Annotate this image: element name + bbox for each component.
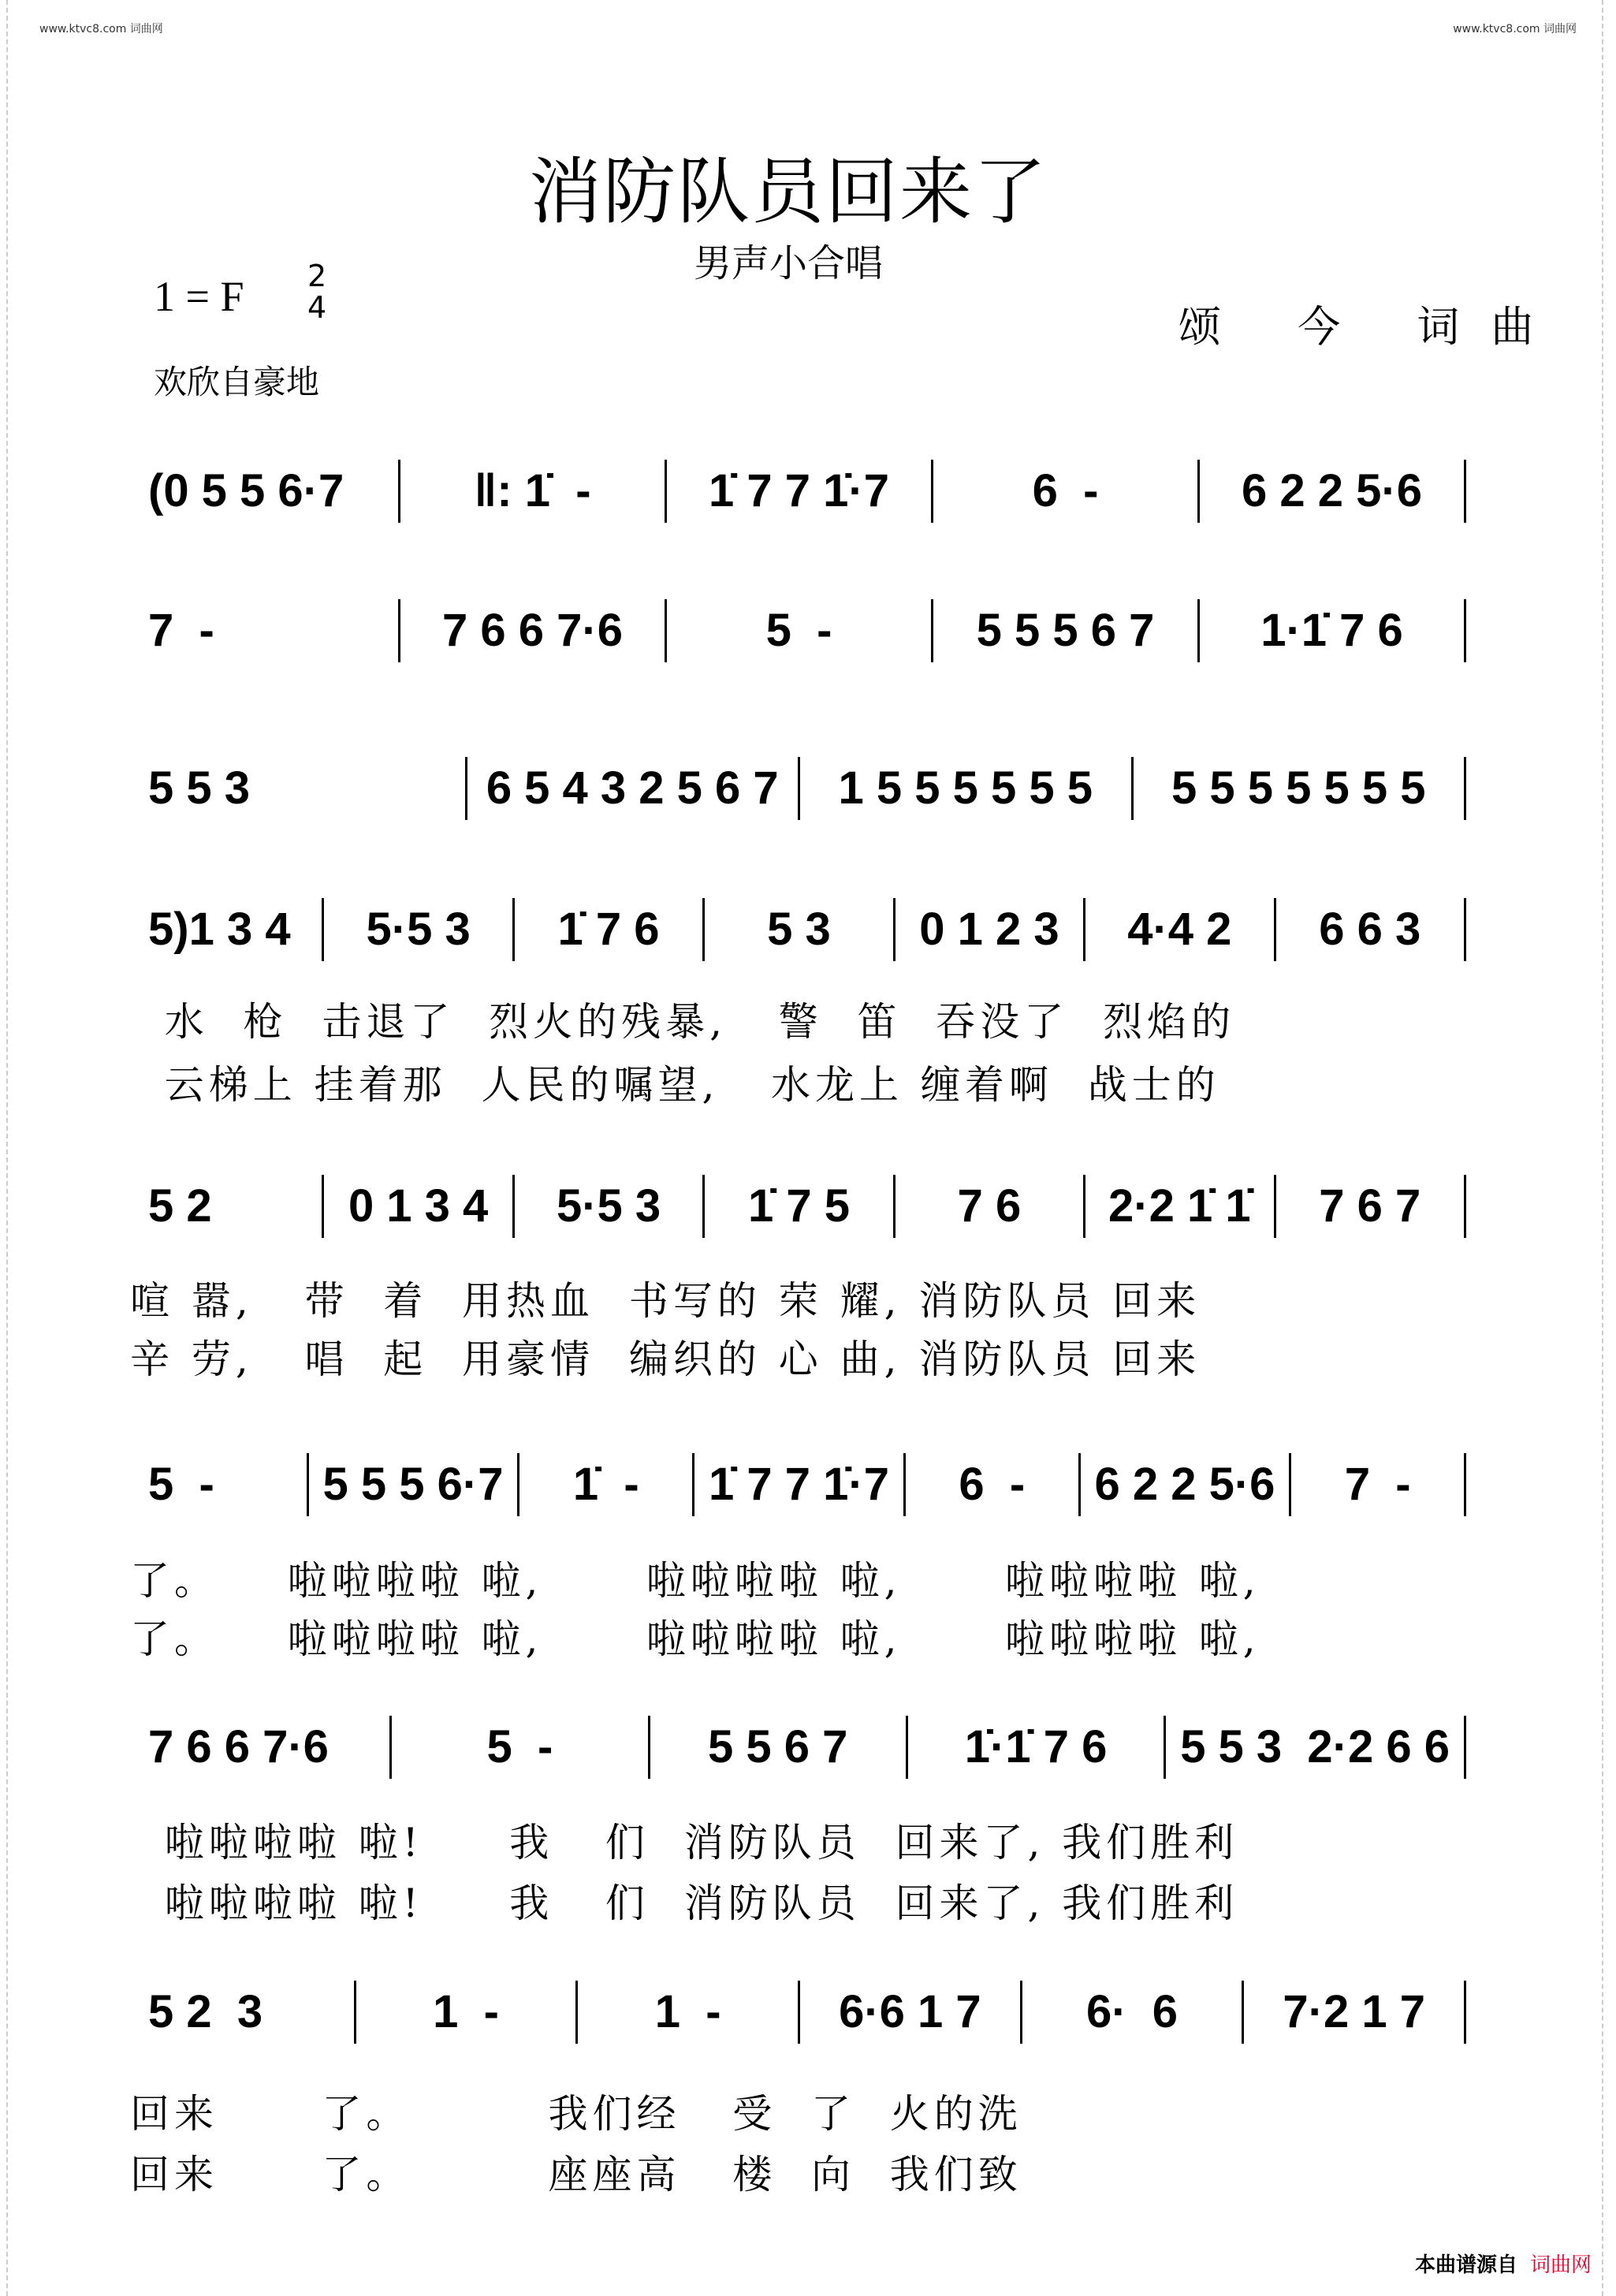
footer-brand: 词曲网 [1530, 2253, 1592, 2277]
measure: 5 5 3 2·2 6 6 [1166, 1716, 1466, 1779]
measure: 5 5 5 6 7 [933, 599, 1200, 662]
measure: 6·6 1 7 [800, 1981, 1022, 2044]
measure: 1 5 5 5 5 5 5 [800, 757, 1134, 820]
lyric-line: 啦啦啦啦 啦! 我 们 消防队员 回来了, 我们胜利 [130, 1820, 1239, 1866]
lyric-line: 回来 了。 我们经 受 了 火的洗 [130, 2091, 1022, 2137]
measure: 1 - [578, 1981, 800, 2044]
song-title: 消防队员回来了 [528, 150, 1048, 234]
measure: 7·2 1 7 [1244, 1981, 1466, 2044]
key-signature: 1 = F [154, 273, 244, 320]
measure: 6 2 2 5·6 [1081, 1453, 1292, 1516]
meter-bottom: 4 [307, 290, 327, 325]
measure: 6 - [906, 1453, 1081, 1516]
score-row [134, 1981, 1466, 2044]
lyric-line: 辛 劳, 唱 起 用豪情 编织的 心 曲, 消防队员 回来 [130, 1336, 1201, 1382]
measure: 6 2 2 5·6 [1200, 460, 1466, 523]
left-margin-border [6, 0, 8, 2296]
measure: 5 5 5 6·7 [309, 1453, 520, 1516]
score-row [134, 599, 1466, 662]
measure: 1̇ 7 5 [705, 1175, 895, 1238]
author-credit: 颂 今 词曲 [1178, 302, 1566, 352]
measure: 5 - [392, 1716, 650, 1779]
measure: 5·5 3 [324, 898, 514, 961]
measure: 5 2 [134, 1175, 324, 1238]
time-signature [307, 260, 326, 323]
measure: 5 2 3 [134, 1981, 356, 2044]
measure: 0 1 2 3 [896, 898, 1085, 961]
measure: 7 6 6 7·6 [400, 599, 667, 662]
lyric-line: 云梯上 挂着那 人民的嘱望, 水龙上 缠着啊 战士的 [130, 1062, 1220, 1108]
score-row [134, 757, 1466, 820]
measure: 1̇ 7 7 1̇·7 [694, 1453, 906, 1516]
measure: 6 - [933, 460, 1200, 523]
score-row [134, 1716, 1466, 1779]
measure: (0 5 5 6·7 [134, 460, 400, 523]
meter-top: 2 [307, 259, 327, 293]
footer-source: 本曲谱源自 [1415, 2253, 1518, 2277]
measure: 4·4 2 [1085, 898, 1275, 961]
lyric-line: 喧 嚣, 带 着 用热血 书写的 荣 耀, 消防队员 回来 [130, 1278, 1201, 1324]
measure: 1·1̇ 7 6 [1200, 599, 1466, 662]
measure: 5 - [134, 1453, 309, 1516]
score-row [134, 1175, 1466, 1238]
measure: 5·5 3 [515, 1175, 705, 1238]
measure: 5 5 3 [134, 757, 467, 820]
tempo-marking: 欢欣自豪地 [154, 363, 320, 401]
lyric-line: 了。 啦啦啦啦 啦, 啦啦啦啦 啦, 啦啦啦啦 啦, [130, 1616, 1260, 1662]
lyric-line: 水 枪 击退了 烈火的残暴, 警 笛 吞没了 烈焰的 [130, 999, 1236, 1045]
measure: 5)1 3 4 [134, 898, 324, 961]
measure: ‖: 1̇ - [400, 460, 667, 523]
score-row [134, 460, 1466, 523]
measure: 7 6 6 7·6 [134, 1716, 392, 1779]
lyric-line: 啦啦啦啦 啦! 我 们 消防队员 回来了, 我们胜利 [130, 1880, 1239, 1926]
measure: 6· 6 [1022, 1981, 1245, 2044]
song-subtitle: 男声小合唱 [693, 241, 883, 285]
watermark-left: www.ktvc8.com 词曲网 [39, 23, 163, 35]
measure: 5 - [667, 599, 933, 662]
measure: 1̇ - [519, 1453, 694, 1516]
right-margin-border [1602, 0, 1603, 2296]
measure: 5 5 6 7 [650, 1716, 908, 1779]
measure: 7 - [1291, 1453, 1466, 1516]
measure: 5 3 [705, 898, 895, 961]
measure: 1̇ 7 6 [515, 898, 705, 961]
measure: 1 - [356, 1981, 579, 2044]
footer [1415, 2249, 1592, 2278]
measure: 6 5 4 3 2 5 6 7 [467, 757, 801, 820]
lyric-line: 回来 了。 座座高 楼 向 我们致 [130, 2152, 1022, 2197]
measure: 7 6 [896, 1175, 1085, 1238]
watermark-right: www.ktvc8.com 词曲网 [1453, 23, 1577, 35]
score-row [134, 1453, 1466, 1516]
lyric-line: 了。 啦啦啦啦 啦, 啦啦啦啦 啦, 啦啦啦啦 啦, [130, 1558, 1260, 1604]
measure: 7 - [134, 599, 400, 662]
measure: 0 1 3 4 [324, 1175, 514, 1238]
measure: 1̇·1̇ 7 6 [908, 1716, 1166, 1779]
measure: 5 5 5 5 5 5 5 [1134, 757, 1467, 820]
measure: 7 6 7 [1276, 1175, 1466, 1238]
measure: 2·2 1̇ 1̇ [1085, 1175, 1275, 1238]
measure: 6 6 3 [1276, 898, 1466, 961]
score-row [134, 898, 1466, 961]
measure: 1̇ 7 7 1̇·7 [667, 460, 933, 523]
